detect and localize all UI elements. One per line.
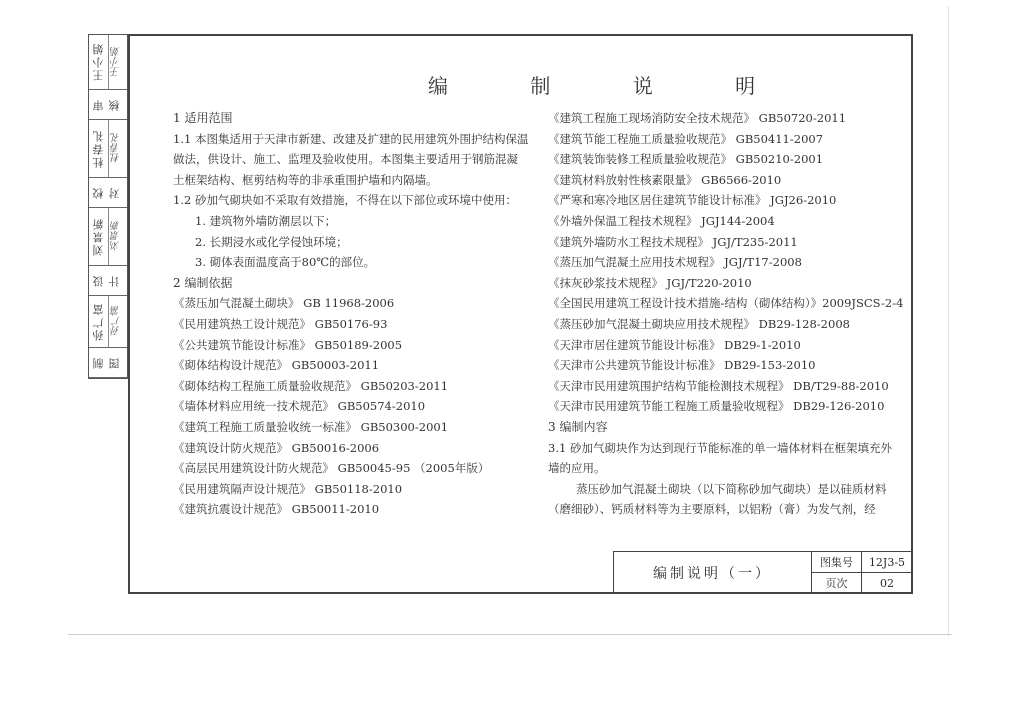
text-line: 《砌体结构设计规范》 GB50003-2011 [173, 358, 380, 373]
text-line: 墙的应用。 [548, 461, 606, 476]
strip-cell [89, 35, 127, 90]
text-line: 《天津市公共建筑节能设计标准》 DB29-153-2010 [548, 358, 816, 373]
handwritten-signature: 孙广富 [111, 306, 122, 337]
handwritten-signature: 刘景新 [111, 221, 122, 252]
text-line: 《墙体材料应用统一技术规范》 GB50574-2010 [173, 399, 426, 414]
handwritten-signature: 王小娟 [111, 47, 122, 77]
text-line: 1. 建筑物外墙防潮层以下； [195, 213, 337, 228]
left-column [173, 108, 528, 520]
text-line: 土框架结构、框剪结构等的非承重围护墙和内隔墙。 [173, 172, 438, 187]
strip-label: 设计 [92, 274, 121, 287]
atlas-number-label: 图集号 [812, 552, 862, 573]
strip-label: 孙广富 [92, 302, 105, 341]
text-line: 《全国民用建筑工程设计技术措施-结构（砌体结构）》2009JSCS-2-4 [548, 296, 904, 311]
strip-cell [89, 178, 127, 208]
text-line: 《建筑节能工程施工质量验收规范》 GB50411-2007 [548, 131, 824, 146]
text-line: （磨细砂）、钙质材料等为主要原料，以铝粉（膏）为发气剂，经 [548, 502, 876, 517]
text-line: 3. 砌体表面温度高于80℃的部位。 [195, 255, 376, 270]
text-line: 《公共建筑节能设计标准》 GB50189-2005 [173, 337, 403, 352]
text-line: 《民用建筑热工设计规范》 GB50176-93 [173, 316, 388, 331]
scan-line [68, 634, 952, 635]
text-line: 《建筑设计防火规范》 GB50016-2006 [173, 440, 380, 455]
sheet-name: 编制说明（一） [614, 552, 812, 593]
text-line: 2 编制依据 [173, 275, 233, 290]
page-title: 编 制 说 明 [428, 74, 794, 98]
text-line: 《蒸压加气混凝土砌块》 GB 11968-2006 [173, 296, 395, 311]
signature-strip [88, 34, 128, 379]
text-line: 《天津市居住建筑节能设计标准》 DB29-1-2010 [548, 337, 801, 352]
text-line: 《建筑装饰装修工程质量验收规范》 GB50210-2001 [548, 152, 824, 167]
text-line: 《高层民用建筑设计防火规范》 GB50045-95 （2005年版） [173, 461, 490, 476]
strip-label: 审核 [92, 98, 121, 111]
text-line: 《建筑抗震设计规范》 GB50011-2010 [173, 502, 380, 517]
title-block [613, 551, 913, 594]
text-line: 蒸压砂加气混凝土砌块（以下简称砂加气砌块）是以硅质材料 [576, 481, 887, 496]
strip-label: 王小娟 [92, 42, 105, 82]
text-line: 《外墙外保温工程技术规程》 JGJ144-2004 [548, 213, 775, 228]
text-line: 2. 长期浸水或化学侵蚀环境； [195, 234, 348, 249]
atlas-number-value: 12J3-5 [862, 552, 912, 573]
text-line: 1.2 砂加气砌块如不采取有效措施，不得在以下部位或环境中使用： [173, 193, 517, 208]
strip-cell [89, 120, 127, 178]
scan-edge [948, 6, 949, 636]
text-line: 做法，供设计、施工、监理及验收使用。本图集主要适用于钢筋混凝 [173, 152, 518, 167]
strip-cell [89, 208, 127, 266]
text-line: 《民用建筑隔声设计规范》 GB50118-2010 [173, 481, 403, 496]
strip-label: 校对 [92, 186, 121, 199]
right-column [548, 108, 903, 520]
page-number-value: 02 [880, 576, 894, 590]
strip-label: 杜春礼 [92, 129, 105, 168]
strip-cell [89, 266, 127, 296]
text-line: 1 适用范围 [173, 111, 233, 125]
text-line: 《砌体结构工程施工质量验收规范》 GB50203-2011 [173, 378, 449, 393]
text-line: 《抹灰砂浆技术规程》 JGJ/T220-2010 [548, 275, 752, 290]
text-line: 《天津市民用建筑节能工程施工质量验收规程》 DB29-126-2010 [548, 399, 885, 414]
text-line: 《天津市民用建筑围护结构节能检测技术规程》 DB/T29-88-2010 [548, 378, 889, 393]
page-number-label: 页次 [812, 573, 862, 593]
text-line: 《建筑材料放射性核素限量》 GB6566-2010 [548, 172, 782, 187]
text-line: 3 编制内容 [548, 419, 608, 434]
text-line: 《蒸压砂加气混凝土砌块应用技术规程》 DB29-128-2008 [548, 316, 850, 331]
text-line: 《蒸压加气混凝土应用技术规程》 JGJ/T17-2008 [548, 255, 802, 270]
strip-label: 制图 [92, 356, 121, 369]
strip-cell [89, 296, 127, 348]
strip-cell [89, 348, 127, 378]
strip-cell [89, 90, 127, 120]
handwritten-signature: 杜春礼 [111, 133, 122, 164]
text-line: 《严寒和寒冷地区居住建筑节能设计标准》 JGJ26-2010 [548, 193, 837, 208]
text-line: 《建筑工程施工质量验收统一标准》 GB50300-2001 [173, 419, 449, 434]
strip-label: 刘景新 [92, 217, 105, 256]
text-line: 《建筑工程施工现场消防安全技术规范》 GB50720-2011 [548, 111, 847, 125]
text-line: 3.1 砂加气砌块作为达到现行节能标准的单一墙体材料在框架填充外 [548, 440, 892, 455]
text-line: 1.1 本图集适用于天津市新建、改建及扩建的民用建筑外围护结构保温 [173, 131, 529, 146]
text-line: 《建筑外墙防水工程技术规程》 JGJ/T235-2011 [548, 234, 798, 249]
